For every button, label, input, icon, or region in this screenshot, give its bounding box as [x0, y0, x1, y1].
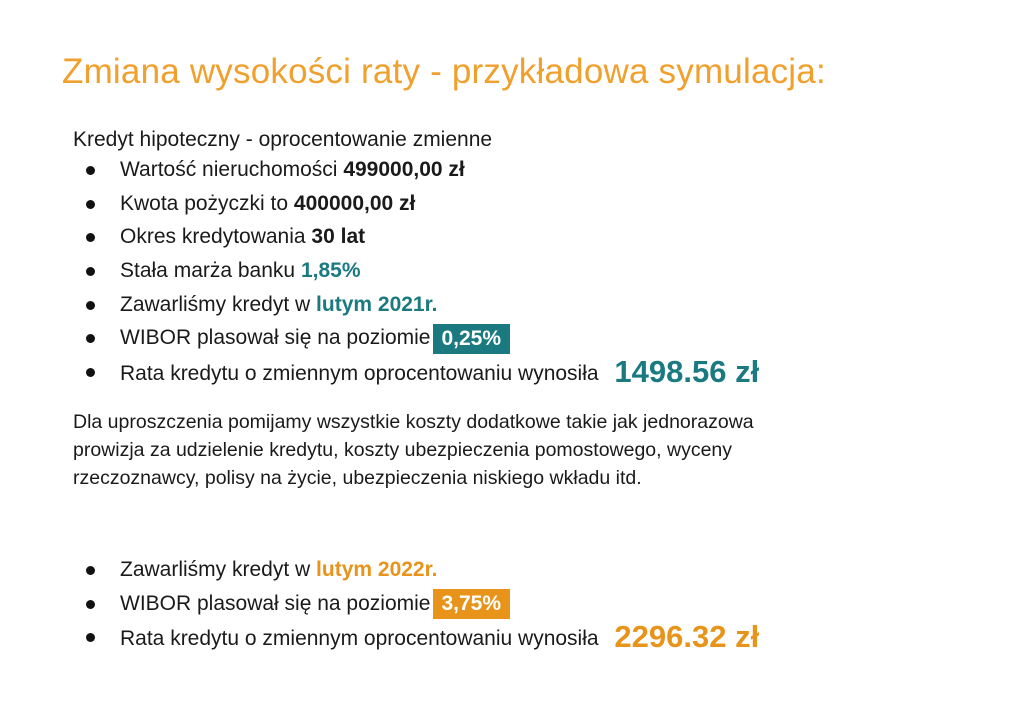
concluded-label: Zawarliśmy kredyt w — [120, 292, 311, 316]
wibor-value-badge: 3,75% — [433, 589, 510, 619]
loan-period-label: Okres kredytowania — [120, 225, 306, 249]
concluded-date-value: lutym 2021r. — [316, 292, 438, 316]
simplification-note — [73, 408, 923, 492]
list-item-wibor-2022 — [80, 587, 759, 621]
installment-label: Rata kredytu o zmiennym oprocentowaniu wynosiła — [120, 362, 599, 386]
list-item-bank-margin — [80, 254, 759, 288]
property-value: 499000,00 zł — [343, 158, 465, 181]
list-item-concluded-2021 — [80, 288, 759, 322]
wibor-value-badge: 0,25% — [433, 324, 510, 354]
loan-period-value: 30 lat — [311, 225, 366, 249]
list-item-concluded-2022 — [80, 553, 759, 587]
loan-parameters-2021-list — [80, 153, 759, 389]
installment-amount-2021: 1498.56 zł — [614, 354, 760, 390]
list-item-loan-amount — [80, 187, 759, 221]
page-title: Zmiana wysokości raty - przykładowa symulacja: — [62, 52, 826, 91]
note-line: prowizja za udzielenie kredytu, koszty ubezpieczenia pomostowego, wyceny — [73, 439, 733, 461]
bank-margin-label: Stała marża banku — [120, 259, 296, 283]
property-value-label: Wartość nieruchomości — [120, 158, 338, 181]
list-item-loan-period — [80, 220, 759, 254]
list-item-installment-2021 — [80, 355, 759, 389]
list-item-property-value — [80, 153, 759, 187]
wibor-label: WIBOR plasował się na poziomie — [120, 591, 431, 615]
list-item-wibor-2021 — [80, 321, 759, 355]
installment-label: Rata kredytu o zmiennym oprocentowaniu wynosiła — [120, 627, 599, 651]
note-line: rzeczoznawcy, polisy na życie, ubezpieczenia niskiego wkładu itd. — [73, 467, 642, 489]
list-item-installment-2022 — [80, 620, 759, 654]
bank-margin-value: 1,85% — [300, 259, 361, 283]
concluded-date-value: lutym 2022r. — [316, 558, 438, 581]
concluded-label: Zawarliśmy kredyt w — [120, 558, 311, 581]
note-line: Dla uproszczenia pomijamy wszystkie koszty dodatkowe takie jak jednorazowa — [73, 411, 754, 433]
loan-amount-label: Kwota pożyczki to — [120, 191, 289, 215]
installment-amount-2022: 2296.32 zł — [614, 619, 760, 655]
loan-type-subtitle: Kredyt hipoteczny - oprocentowanie zmienne — [73, 128, 493, 151]
loan-amount-value: 400000,00 zł — [293, 191, 416, 215]
loan-parameters-2022-list — [80, 553, 759, 654]
wibor-label: WIBOR plasował się na poziomie — [120, 326, 431, 350]
